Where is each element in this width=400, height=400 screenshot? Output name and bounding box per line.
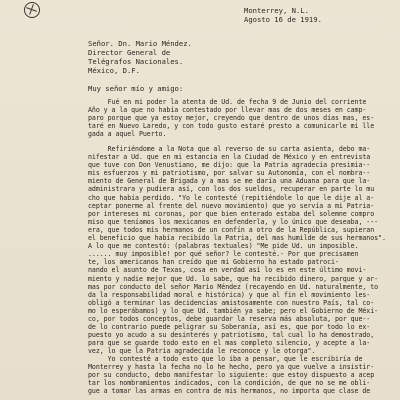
paragraph-3: Yo contesté a todo esto que lo iba a pensar, que le escribiría de Monterrey y hasta la fecha no lo he hecho, pero ya que vuelve a insistir- por su conducto, debo manifestar lo siguiente: que estoy dispuesto a acep tar los nombramientos indicados, con la condición, de que no se me obli- gue a tomar las armas en contra de mis hermanos, no importa que clase de (88, 355, 375, 396)
letter-place: Monterrey, N.L. (244, 6, 309, 15)
paragraph-2: Refiriéndome a la Nota que al reverso de su carta asienta, debo ma- nifestar a Ud. que en mi estancia en la Ciudad de México y en entrevista que tuve con Don Venustiano, me dijo: que la Patria agradecía presimia-- mis esfuerzos y mi patriotismo, por salvar su Autonomía, con el nombra-- miento de General de Brigada y a mas se me daría una Aduana para que la- administrara y pudiera así, con los dos sueldos, recuperar en parte lo mu cho que había perdido. "Yo le contesté (repitiéndole lo que le dije al a- ceptar ponerme al frente del nuevo movimiento) que yo servía a mi Patria- por intereses mi coronas, por que bien enterado estaba del solemne compro miso que teníamos los mexicanos en defenderla, y lo único que deseaba, --- era, que todos mis hermanos de un confín a otro de la República, supieran el beneficio que había recibido la Patria, del mas humilde de sus hermanos". A lo que me contestó: (palabras textuales) "Me pide Ud. un imposible. ...... muy imposible! por qué señor? le contesté.- Por que precisamen te, los americanos han creído que mi Gobierno ha estado patroci- nando el asunto de Texas, cosa en verdad así lo es en este último movi- miento y nadie mejor que Ud. lo sabe, que ha recibido dinero, parque y ar- mas por conducto del señor Mario Méndez (recayendo en Ud. naturalmente, to da la responsabilidad moral e histórica) y que al fin el movimiento les- obligó a terminar las decidencias amistosamente con nuestro País, tal co- mo lo esperábamos) y lo que Ud. también ya sabe; pero el Gobierno de Méxi- co, por todos conceptos, debe guardar la reserva más absoluta, por que-- de lo contrario puede peligrar su Soberanía, así es, que por todo lo ex- puesto yo acudo a su desinterés y patriotismo, tal cual lo ha demostrado, para que se guarde todo esto en el mas completo silencio, y acepte a la- vez, lo que la Patria agradecida le reconoce y le otorga". (88, 145, 386, 356)
paragraph-1: Fué en mi poder la atenta de Ud. de fecha 9 de Junio del corriente Año y a la que no había contestado por llevar mas de dos meses en camp- paro porque que ya estoy mejor, creyendo que dentro de unos días mas, es- taré en Nuevo Laredo, y con todo gusto estaré presto a comunicarle mi lle gada a aquel Puerto. (88, 98, 375, 139)
addressee-line: Telégrafos Nacionales. (88, 57, 184, 66)
addressee-line: Director General de (88, 48, 171, 57)
salutation: Muy señor mío y amigo: (88, 84, 184, 93)
addressee-line: Señor. Dn. Mario Méndez. (88, 39, 192, 48)
letter-date: Agosto 16 de 1919. (244, 15, 322, 24)
addressee-line: México, D.F. (88, 66, 140, 75)
archive-stamp-icon (24, 2, 40, 18)
